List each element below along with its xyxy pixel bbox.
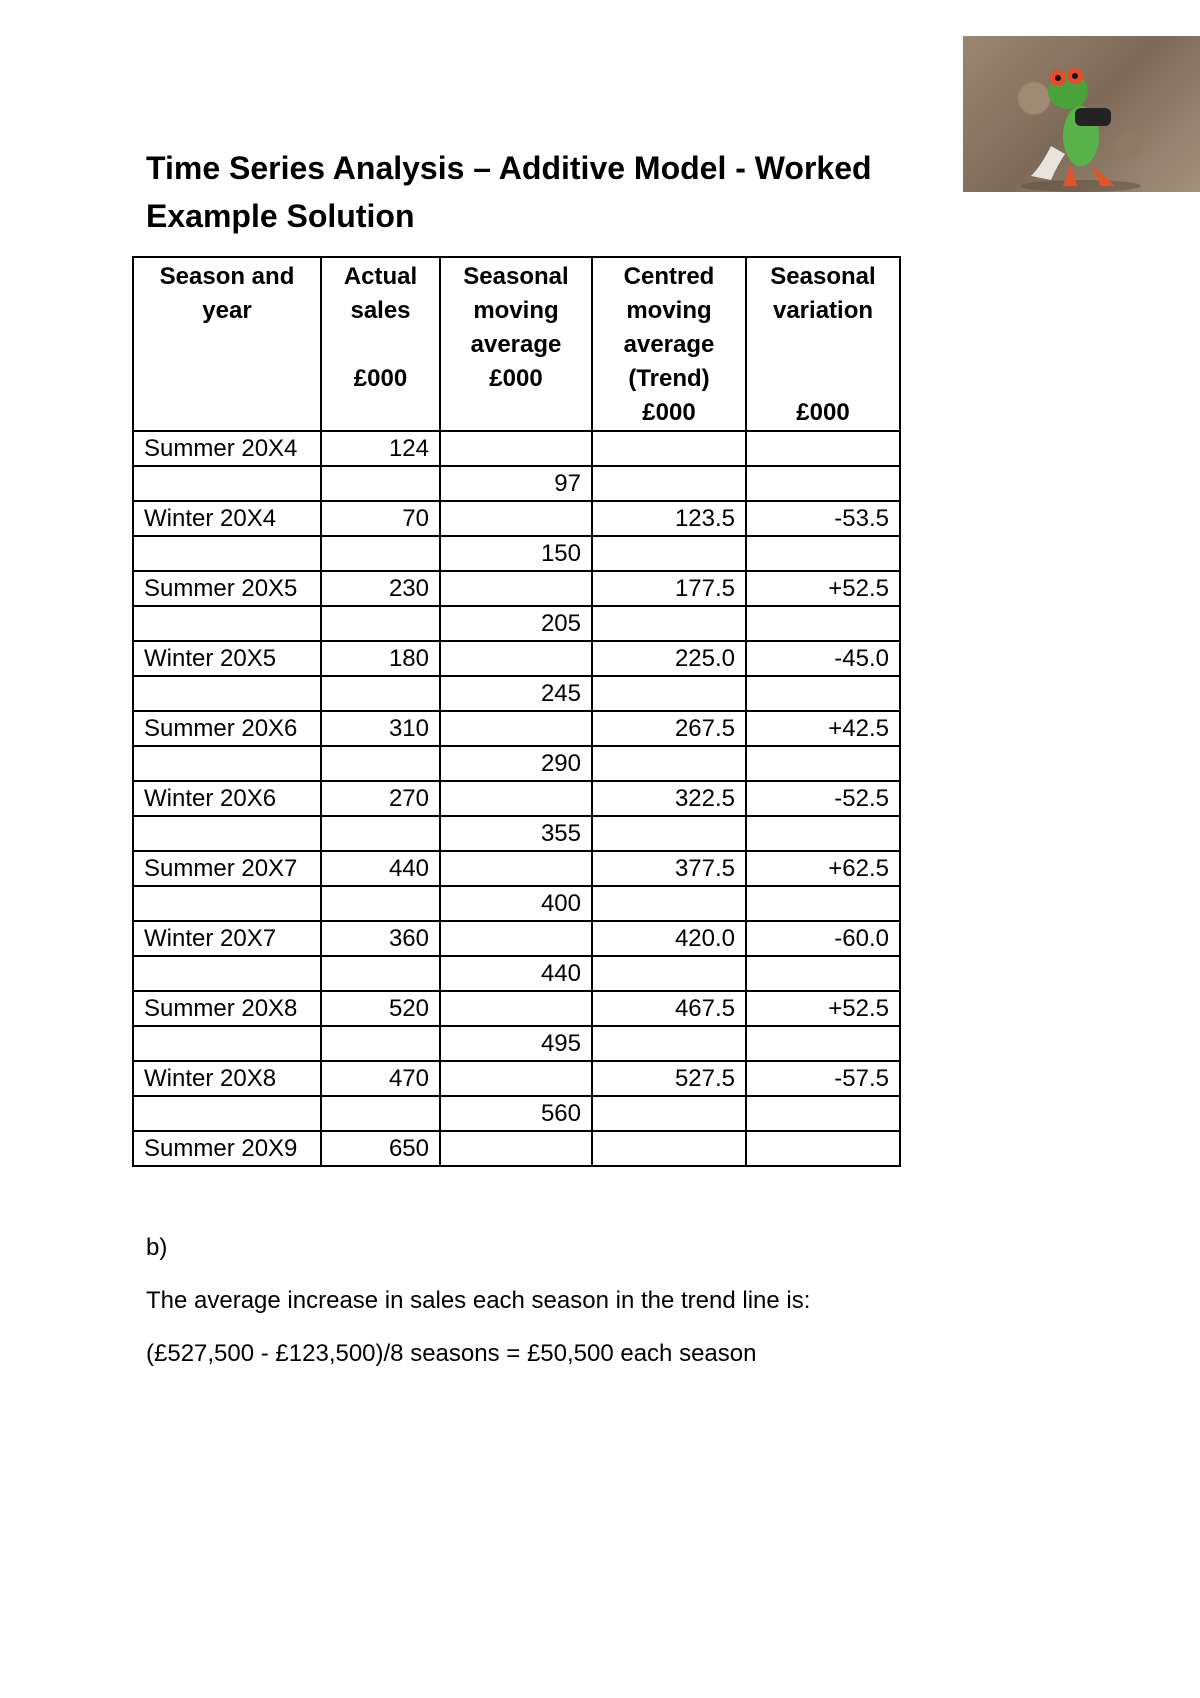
column-header-line: £000 [353, 365, 408, 392]
table-cell: 440 [321, 851, 440, 886]
column-header-line [144, 328, 310, 362]
table-row [133, 1026, 900, 1061]
table-cell: 245 [440, 676, 592, 711]
table-cell: 520 [321, 991, 440, 1026]
table-cell [440, 501, 592, 536]
table-cell: Summer 20X6 [133, 711, 321, 746]
table-cell: 355 [440, 816, 592, 851]
column-header-line: £000 [796, 399, 850, 426]
table-cell: Winter 20X4 [133, 501, 321, 536]
table-header-row [133, 257, 900, 431]
part-b-calculation: (£527,500 - £123,500)/8 seasons = £50,500 each season [146, 1340, 757, 1367]
column-header-line: Season and [159, 263, 295, 290]
table-row [133, 816, 900, 851]
table-cell [133, 1096, 321, 1131]
column-header-line: Seasonal [463, 263, 569, 290]
table-cell: 180 [321, 641, 440, 676]
table-cell: Summer 20X5 [133, 571, 321, 606]
table-cell: +52.5 [746, 571, 900, 606]
table-cell: 467.5 [592, 991, 746, 1026]
table-cell [133, 886, 321, 921]
table-cell [321, 746, 440, 781]
table-cell: 270 [321, 781, 440, 816]
page-title: Time Series Analysis – Additive Model - Worked Example Solution [146, 150, 872, 234]
table-cell [133, 746, 321, 781]
column-header-line: moving [473, 297, 559, 324]
table-row [133, 711, 900, 746]
column-header-line [144, 362, 310, 396]
table-cell [746, 746, 900, 781]
table-cell: -52.5 [746, 781, 900, 816]
table-cell [440, 711, 592, 746]
table-cell: Summer 20X9 [133, 1131, 321, 1166]
table-row [133, 851, 900, 886]
table-cell: 225.0 [592, 641, 746, 676]
table-cell [440, 1061, 592, 1096]
column-header-line [332, 328, 429, 362]
column-header [133, 257, 321, 431]
table-row [133, 536, 900, 571]
table-cell: 360 [321, 921, 440, 956]
column-header-line: £000 [489, 365, 543, 392]
table-row [133, 746, 900, 781]
table-cell: 322.5 [592, 781, 746, 816]
table-cell [321, 886, 440, 921]
table-cell [321, 816, 440, 851]
table-row [133, 1131, 900, 1166]
column-header-line: sales [350, 297, 411, 324]
column-header-line: year [202, 297, 252, 324]
table-cell [440, 991, 592, 1026]
table-cell [321, 956, 440, 991]
table-cell [592, 606, 746, 641]
table-cell: +52.5 [746, 991, 900, 1026]
table-cell: 495 [440, 1026, 592, 1061]
table-cell: 177.5 [592, 571, 746, 606]
table-cell: 560 [440, 1096, 592, 1131]
table-cell [133, 676, 321, 711]
table-cell: -57.5 [746, 1061, 900, 1096]
column-header-line [757, 328, 889, 362]
column-header-line: Seasonal [770, 263, 876, 290]
column-header-line: Actual [343, 263, 418, 290]
table-cell [321, 606, 440, 641]
table-cell: +42.5 [746, 711, 900, 746]
table-cell [133, 536, 321, 571]
table-cell [592, 1026, 746, 1061]
table-cell: 377.5 [592, 851, 746, 886]
column-header-line: Centred [623, 263, 715, 290]
table-cell [321, 1026, 440, 1061]
table-row [133, 571, 900, 606]
table-cell: 310 [321, 711, 440, 746]
table-cell: Summer 20X4 [133, 431, 321, 466]
column-header [440, 257, 592, 431]
table-cell: 267.5 [592, 711, 746, 746]
column-header-line: variation [772, 297, 874, 324]
table-cell: -60.0 [746, 921, 900, 956]
table-cell: Winter 20X5 [133, 641, 321, 676]
table-cell: 70 [321, 501, 440, 536]
table-cell: Summer 20X8 [133, 991, 321, 1026]
column-header [321, 257, 440, 431]
table-cell [746, 1131, 900, 1166]
table-cell [746, 1026, 900, 1061]
table-row [133, 466, 900, 501]
table-cell [133, 956, 321, 991]
table-cell [592, 886, 746, 921]
table-cell [746, 676, 900, 711]
table-cell [440, 1131, 592, 1166]
table-cell: -45.0 [746, 641, 900, 676]
column-header-line [144, 396, 310, 430]
table-cell [746, 536, 900, 571]
table-cell [440, 431, 592, 466]
column-header-line: average [623, 331, 715, 358]
table-cell [592, 746, 746, 781]
table-row [133, 641, 900, 676]
table-cell [321, 1096, 440, 1131]
table-cell: 420.0 [592, 921, 746, 956]
table-cell: 205 [440, 606, 592, 641]
table-cell [321, 676, 440, 711]
table-cell: 650 [321, 1131, 440, 1166]
column-header-line [332, 396, 429, 430]
table-row [133, 606, 900, 641]
column-header [746, 257, 900, 431]
table-cell [440, 851, 592, 886]
column-header-line: (Trend) [628, 365, 710, 392]
table-row [133, 921, 900, 956]
table-cell [133, 466, 321, 501]
frog-figurine-photo [963, 36, 1200, 192]
table-cell: 124 [321, 431, 440, 466]
table-cell: 123.5 [592, 501, 746, 536]
table-cell: 400 [440, 886, 592, 921]
table-cell [746, 606, 900, 641]
table-cell: 97 [440, 466, 592, 501]
column-header-line: average [470, 331, 562, 358]
table-cell [746, 431, 900, 466]
table-row [133, 991, 900, 1026]
table-cell [133, 1026, 321, 1061]
table-cell [592, 466, 746, 501]
part-b-explanation: The average increase in sales each season in the trend line is: [146, 1287, 811, 1314]
table-cell: Winter 20X6 [133, 781, 321, 816]
table-cell [321, 466, 440, 501]
table-cell: 527.5 [592, 1061, 746, 1096]
table-cell: +62.5 [746, 851, 900, 886]
table-cell [440, 921, 592, 956]
part-b-label: b) [146, 1234, 168, 1261]
table-cell: Winter 20X8 [133, 1061, 321, 1096]
column-header-line: moving [626, 297, 712, 324]
column-header [592, 257, 746, 431]
table-cell: 470 [321, 1061, 440, 1096]
table-cell: 230 [321, 571, 440, 606]
table-cell [746, 816, 900, 851]
table-cell [440, 571, 592, 606]
table-cell [133, 606, 321, 641]
table-cell [746, 956, 900, 991]
table-cell [133, 816, 321, 851]
table-cell: 150 [440, 536, 592, 571]
table-row [133, 956, 900, 991]
time-series-table [132, 256, 901, 1167]
table-row [133, 1096, 900, 1131]
table-row [133, 431, 900, 466]
table-cell [592, 1131, 746, 1166]
table-cell [746, 886, 900, 921]
table-cell [592, 431, 746, 466]
table-cell [440, 641, 592, 676]
table-row [133, 501, 900, 536]
column-header-line [451, 396, 581, 430]
column-header-line [757, 362, 889, 396]
table-cell [592, 816, 746, 851]
table-cell: -53.5 [746, 501, 900, 536]
table-cell [321, 536, 440, 571]
table-cell: 440 [440, 956, 592, 991]
table-cell [592, 1096, 746, 1131]
table-cell: Summer 20X7 [133, 851, 321, 886]
table-cell [746, 466, 900, 501]
table-cell [440, 781, 592, 816]
table-cell [592, 956, 746, 991]
table-cell [592, 536, 746, 571]
table-cell: Winter 20X7 [133, 921, 321, 956]
table-row [133, 781, 900, 816]
column-header-line: £000 [642, 399, 696, 426]
table-row [133, 1061, 900, 1096]
table-row [133, 886, 900, 921]
table-row [133, 676, 900, 711]
table-cell: 290 [440, 746, 592, 781]
table-cell [592, 676, 746, 711]
table-cell [746, 1096, 900, 1131]
